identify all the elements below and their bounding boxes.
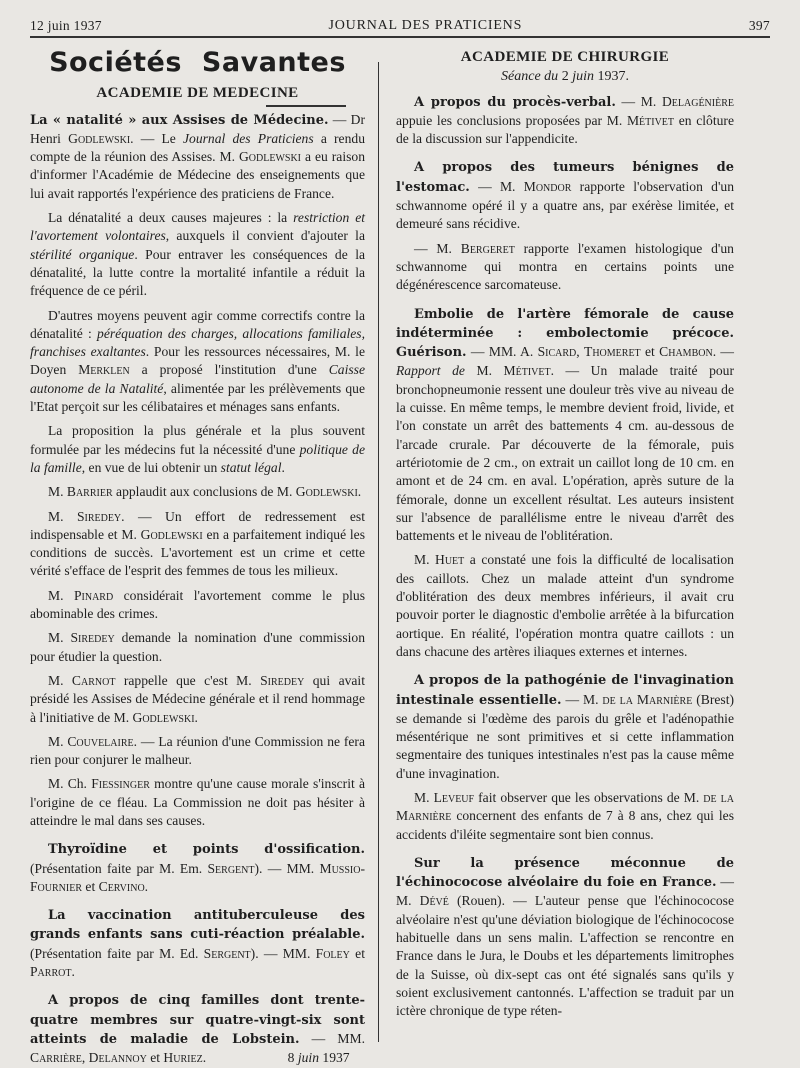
paragraph-barrier: M. Barrier applaudit aux conclusions de M. Godlewski. xyxy=(48,484,362,500)
column-divider xyxy=(378,62,379,1042)
paragraph-fiessinger: M. Ch. Fiessinger montre qu'une cause morale s'inscrit à l'origine de ce fléau. La Commission ne doit pas hésiter à atteindre le mal dans ses causes. xyxy=(30,776,366,828)
paragraph-pinard: M. Pinard considérait l'avortement comme le plus abominable des crimes. xyxy=(30,587,365,622)
paragraph-leveuf: M. Leveuf fait observer que les observations de M. de la Marnière concernent des enfants de 7 à 8 ans, chez qui les accidents d'iléite segmentaire sont bien connus. xyxy=(396,789,735,842)
article-natalite: La « natalité » aux Assises de Médecine. — Dr Henri Godlewski. — Le Journal des Praticiens a rendu compte de la réunion des Assises. M. Godlewski a eu raison d'informer l'Académie de Médecine des enseignements que lui avait rapportés l'expérience des praticiens de France. xyxy=(30,111,365,201)
session-date: 8 juin 1937 xyxy=(287,1050,350,1066)
article-thyroidine: Thyroïdine et points d'ossification. (Présentation faite par M. Em. Sergent). — MM. Mussio-Fournier et Cervino. xyxy=(30,842,366,894)
paragraph-siredey-commission: M. Siredey demande la nomination d'une commission pour étudier la question. xyxy=(30,630,365,664)
article-proces-verbal: A propos du procès-verbal. — M. Delagénière appuie les conclusions proposées par M. Métivet en clôture de la discussion sur l'appendicite. xyxy=(396,93,734,147)
article-tumeurs-estomac: A propos des tumeurs bénignes de l'estomac. — M. Mondor rapporte l'observation d'un schwannome opéré il y a quatre ans, par exérèse limitée, et demeuré sans récidive. xyxy=(396,160,734,232)
banner-word-2: Savantes xyxy=(201,47,346,78)
paragraph-siredey-effort: M. Siredey. — Un effort de redressement est indispensable et M. Godlewski en a parfaitement indiqué les conditions de succès. L'avortement est un crime et cette vérité s'efface de l'esprit des femmes de tous les milieux. xyxy=(30,508,365,579)
article-vaccination: La vaccination antituberculeuse des grands enfants sans cuti-réaction préalable. (Présentation faite par M. Ed. Sergent). — MM. Foley et Parrot. xyxy=(30,908,365,980)
paragraph-correctifs: D'autres moyens peuvent agir comme correctifs contre la dénatalité : péréquation des charges, allocations familiales, franchises exaltantes. Pour les ressources nécessaires, M. le Doyen Merklen a proposé l'institution d'une Caisse autonome de la Natalité, alimentée par les prélèvements que l'Etat perçoit sur les célibataires et ménages sans enfants. xyxy=(30,307,366,415)
decorative-rule xyxy=(266,105,346,107)
banner-word-1: Sociétés xyxy=(49,47,182,78)
right-column xyxy=(396,48,734,1036)
paragraph-denatalite-causes: La dénatalité a deux causes majeures : la restriction et l'avortement volontaires, auxquels il convient d'ajouter la stérilité organique. Pour entraver les conséquences de la dénatalité, la lutte contre la mortalité infantile a réduit la fréquence de ce péril. xyxy=(30,210,366,299)
paragraph-huet: M. Huet a constaté une fois la difficulté de localisation des caillots. Chez un malade atteint d'un syndrome d'oblitération des deux membres inférieurs, il avait cru pouvoir porter le diagnostic d'embolie arrêtée à la bifurcation aortique. En réalité, l'opération montra quatre caillots : un dans chacune des artères iliaques externes et internes. xyxy=(396,552,734,659)
academy-chirurgie-title: ACADEMIE DE CHIRURGIE xyxy=(460,49,670,65)
academy-medecine-title: ACADEMIE DE MEDECINE xyxy=(96,85,299,102)
paragraph-politique-famille: La proposition la plus générale et la plus souvent formulée par les médecins fut la nécessité d'une politique de la famille, en vue de lui obtenir un statut légal. xyxy=(30,423,365,475)
header-journal-title: JOURNAL DES PRATICIENS xyxy=(328,18,523,33)
paragraph-bergeret: — M. Bergeret rapporte l'examen histologique d'un schwannome qui montra en certains points une dégénérescence sarcomateuse. xyxy=(396,240,734,293)
article-embolie-femorale: Embolie de l'artère fémorale de cause indéterminée : embolectomie précoce. Guérison. — MM. A. Sicard, Thomeret et Chambon. — Rapport de M. Métivet. — Un malade traité pour bronchopneumonie ressent une douleur très vive au niveau de la cuisse. En même temps, le membre devient froid, livide, et l'on constate un arrêt des battements 4 cm. au-dessous de l'arcade crurale. Par découverte de la fémorale, puis artériotomie de 2 cm., on extrait un caillot long de 10 cm. en amont et de 24 cm. en aval. L'opération, après suture de la fémorale, donne un excellent résultat. Les auteurs insistent sur l'absence de parallélisme entre le niveau d'arrêt des battements et le niveau de l'oblitération. xyxy=(396,306,735,544)
article-lobstein: A propos de cinq familles dont trente-quatre membres sur quatre-vingt-six sont atteints de maladie de Lobstein. — MM. Carrière, Delannoy et Huriez. 8 juin 1937 xyxy=(30,993,366,1066)
seance-date: Séance du 2 juin 1937. xyxy=(501,69,629,85)
section-banner xyxy=(30,47,365,78)
article-echinococose: Sur la présence méconnue de l'échinococose alvéolaire du foie en France. — M. Dévé (Rouen). — L'auteur pense que l'échinococose alvéolaire n'est qu'une déviation biologique de l'échinococose habituelle dans un sens malin. L'affection se rencontre en France dans le Jura, le Doubs et les départements limitrophes de la Suisse, où dix-sept cas ont été signalés sans qu'ils y soient exclusivement cantonnés. L'affection se traduit par un ictère chronique de type réten- xyxy=(396,855,734,1019)
left-column xyxy=(30,47,366,1066)
header-page-number: 397 xyxy=(748,18,770,33)
paragraph-carnot: M. Carnot rappelle que c'est M. Siredey qui avait présidé les Assises de Médecine générale et il rend hommage à l'initiative de M. Godlewski. xyxy=(30,672,365,725)
running-head xyxy=(30,12,770,38)
paragraph-couvelaire: M. Couvelaire. — La réunion d'une Commission ne fera rien pour conjurer le malheur. xyxy=(30,733,365,768)
article-invagination: A propos de la pathogénie de l'invagination intestinale essentielle. — M. de la Marnière (Brest) se demande si l'œdème des parois du grêle et l'adénopathie mésentérique ne sont primitives et si cette inflammation segmentaire des tuniques intestinales n'est pas la cause même d'une invagination. xyxy=(396,673,734,781)
header-date: 12 juin 1937 xyxy=(30,18,102,33)
